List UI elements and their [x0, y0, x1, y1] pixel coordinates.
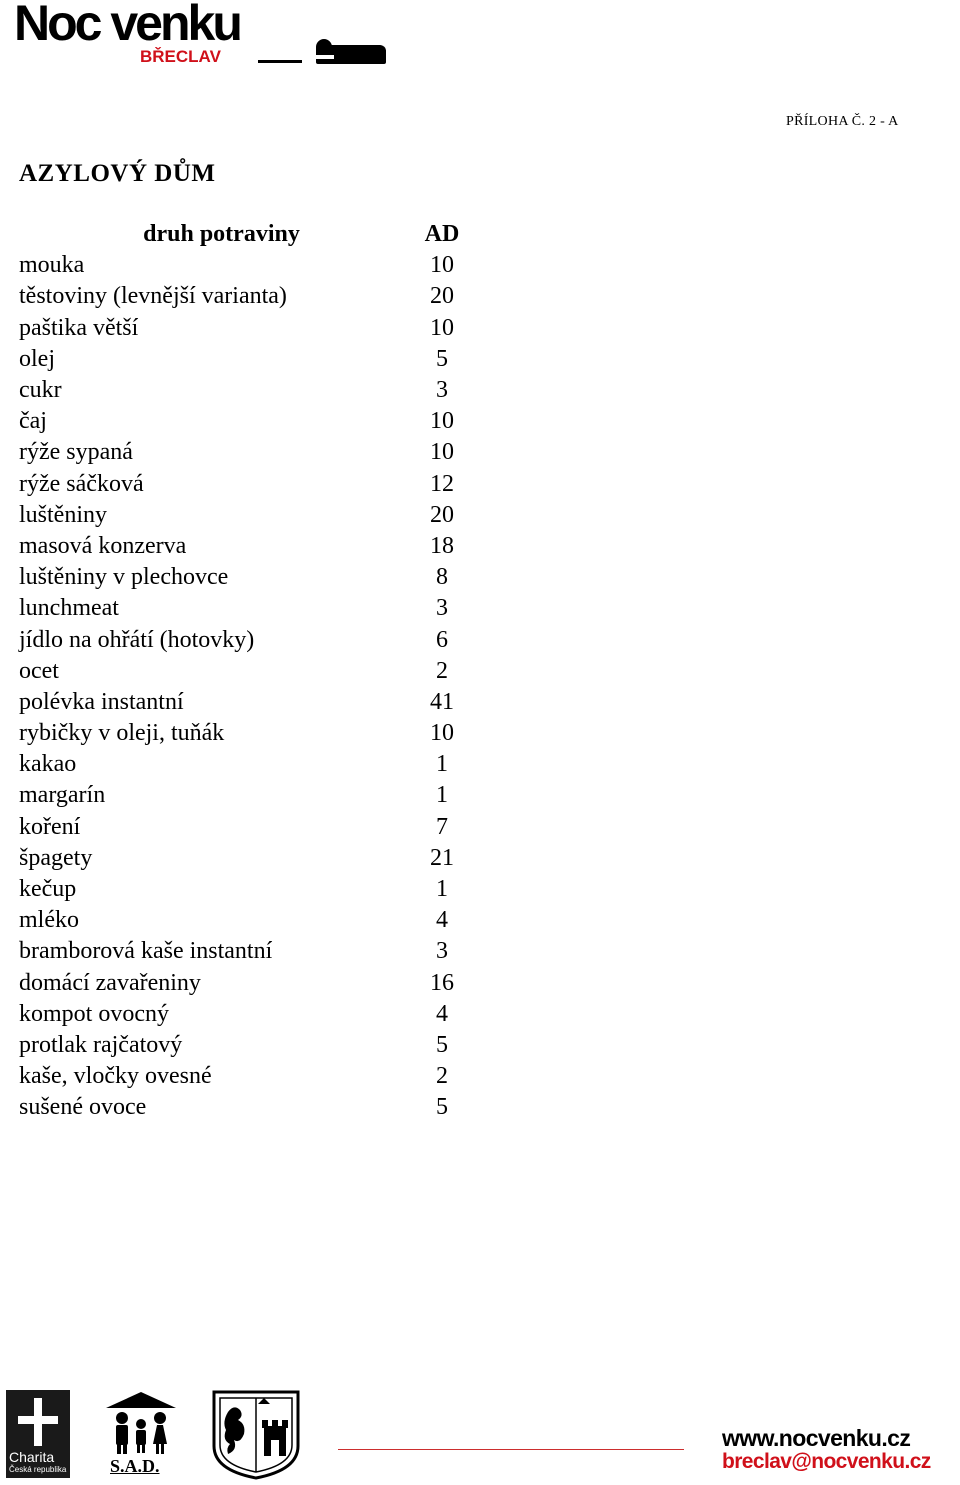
food-name-cell: olej	[19, 345, 55, 372]
table-row	[19, 749, 460, 780]
table-row	[19, 406, 460, 437]
food-name-cell: domácí zavařeniny	[19, 969, 201, 996]
quantity-cell: 3	[436, 377, 448, 404]
food-name-cell: rýže sáčková	[19, 470, 144, 497]
food-name-cell: paštika větší	[19, 314, 139, 341]
table-row	[19, 375, 460, 406]
quantity-cell: 20	[430, 501, 454, 528]
table-row	[19, 874, 460, 905]
food-name-cell: luštěniny	[19, 501, 107, 528]
food-name-cell: těstoviny (levnější varianta)	[19, 283, 287, 310]
breclav-coat-of-arms-icon	[212, 1390, 300, 1480]
quantity-cell: 7	[436, 813, 448, 840]
food-name-cell: margarín	[19, 782, 106, 809]
quantity-cell: 4	[436, 907, 448, 934]
bed-gap	[316, 55, 334, 59]
column-header-food: druh potraviny	[143, 221, 300, 248]
quantity-cell: 1	[436, 751, 448, 778]
table-row	[19, 1061, 460, 1092]
quantity-cell: 10	[430, 408, 454, 435]
table-header-row	[19, 219, 460, 250]
food-table	[19, 219, 460, 1123]
quantity-cell: 3	[436, 938, 448, 965]
noc-venku-logo	[14, 2, 374, 68]
logo-title: Noc venku	[14, 0, 240, 51]
charita-sub: Česká republika	[9, 1465, 67, 1474]
food-name-cell: lunchmeat	[19, 595, 119, 622]
quantity-cell: 4	[436, 1000, 448, 1027]
quantity-cell: 41	[430, 688, 454, 715]
quantity-cell: 18	[430, 532, 454, 559]
charita-label: Charita	[9, 1449, 55, 1465]
table-row	[19, 687, 460, 718]
annex-label: PŘÍLOHA Č. 2 - A	[786, 114, 899, 129]
quantity-cell: 1	[436, 782, 448, 809]
quantity-cell: 10	[430, 439, 454, 466]
table-row	[19, 531, 460, 562]
food-name-cell: ocet	[19, 657, 59, 684]
email-link[interactable]: breclav@nocvenku.cz	[722, 1450, 931, 1473]
food-name-cell: sušené ovoce	[19, 1094, 147, 1121]
quantity-cell: 21	[430, 844, 454, 871]
table-row	[19, 780, 460, 811]
food-name-cell: koření	[19, 813, 81, 840]
food-name-cell: mouka	[19, 252, 85, 279]
table-row	[19, 562, 460, 593]
food-name-cell: špagety	[19, 844, 93, 871]
quantity-cell: 2	[436, 657, 448, 684]
quantity-cell: 10	[430, 314, 454, 341]
food-name-cell: mléko	[19, 907, 79, 934]
food-name-cell: cukr	[19, 377, 62, 404]
quantity-cell: 2	[436, 1063, 448, 1090]
logo-line	[258, 60, 302, 63]
table-row	[19, 313, 460, 344]
quantity-cell: 6	[436, 626, 448, 653]
column-header-ad: AD	[424, 221, 460, 248]
food-table-body	[19, 250, 460, 1123]
website-link[interactable]: www.nocvenku.cz	[722, 1425, 911, 1451]
quantity-cell: 20	[430, 283, 454, 310]
table-row	[19, 437, 460, 468]
quantity-cell: 12	[430, 470, 454, 497]
cross-horizontal	[18, 1416, 58, 1424]
quantity-cell: 5	[436, 1094, 448, 1121]
food-name-cell: jídlo na ohřátí (hotovky)	[19, 626, 255, 653]
table-row	[19, 905, 460, 936]
quantity-cell: 8	[436, 564, 448, 591]
table-row	[19, 469, 460, 500]
charita-logo	[6, 1390, 70, 1478]
table-row	[19, 999, 460, 1030]
table-row	[19, 250, 460, 281]
table-row	[19, 500, 460, 531]
food-name-cell: rýže sypaná	[19, 439, 133, 466]
food-name-cell: čaj	[19, 408, 47, 435]
quantity-cell: 3	[436, 595, 448, 622]
food-name-cell: masová konzerva	[19, 532, 187, 559]
table-row	[19, 968, 460, 999]
food-name-cell: kakao	[19, 751, 77, 778]
page-title: AZYLOVÝ DŮM	[19, 160, 216, 187]
table-row	[19, 936, 460, 967]
family-figures-icon	[104, 1390, 178, 1456]
table-row	[19, 718, 460, 749]
breclav-coat-of-arms	[212, 1390, 300, 1480]
table-row	[19, 1092, 460, 1123]
sad-label: S.A.D.	[110, 1456, 160, 1476]
table-row	[19, 281, 460, 312]
logo-city: BŘECLAV	[140, 47, 221, 66]
food-name-cell: luštěniny v plechovce	[19, 564, 229, 591]
food-name-cell: kompot ovocný	[19, 1000, 169, 1027]
quantity-cell: 10	[430, 252, 454, 279]
bed-head	[316, 39, 332, 55]
quantity-cell: 1	[436, 876, 448, 903]
food-name-cell: protlak rajčatový	[19, 1031, 183, 1058]
quantity-cell: 5	[436, 1031, 448, 1058]
table-row	[19, 593, 460, 624]
sad-logo	[104, 1390, 178, 1480]
quantity-cell: 5	[436, 345, 448, 372]
food-name-cell: rybičky v oleji, tuňák	[19, 720, 225, 747]
table-row	[19, 1030, 460, 1061]
food-name-cell: kaše, vločky ovesné	[19, 1063, 212, 1090]
table-row	[19, 812, 460, 843]
table-row	[19, 344, 460, 375]
table-row	[19, 624, 460, 655]
food-name-cell: polévka instantní	[19, 688, 184, 715]
table-row	[19, 843, 460, 874]
quantity-cell: 10	[430, 720, 454, 747]
food-name-cell: kečup	[19, 876, 77, 903]
quantity-cell: 16	[430, 969, 454, 996]
food-name-cell: bramborová kaše instantní	[19, 938, 273, 965]
table-row	[19, 656, 460, 687]
footer-rule	[338, 1449, 684, 1450]
